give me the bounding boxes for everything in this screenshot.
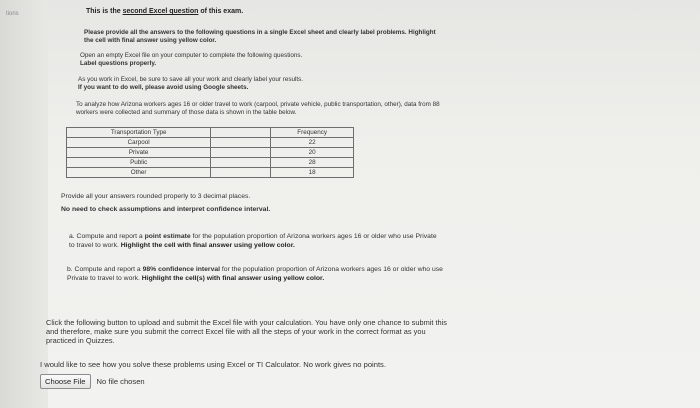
instruction-2-line-1: Open an empty Excel file on your computer to complete the following questions.: [80, 52, 303, 59]
table-cell-type: Private: [67, 148, 211, 158]
left-margin-label: tions: [6, 11, 19, 17]
question-a-bold: point estimate: [144, 233, 191, 240]
file-status-text: No file chosen: [96, 377, 145, 386]
exam-title: [86, 8, 243, 15]
frequency-table: [66, 127, 354, 178]
problem-statement: To analyze how Arizona workers ages 16 or older travel to work (carpool, private vehicle, public transportation, other), data from 88 workers were collected and summary of those data is shown in the table below.: [76, 101, 440, 116]
no-check-note: No need to check assumptions and interpret confidence interval.: [61, 206, 271, 213]
instruction-3-line-2: If you want to do well, please avoid using Google sheets.: [78, 84, 249, 91]
instruction-2: [80, 52, 380, 68]
choose-file-button[interactable]: Choose File: [40, 374, 91, 389]
instruction-3: [78, 76, 378, 92]
question-b-bold: 98% confidence interval: [142, 266, 221, 273]
table-cell-type: Other: [67, 168, 211, 178]
table-cell-gap: [211, 138, 271, 148]
title-prefix: This is the: [86, 8, 123, 15]
question-b-highlight: Highlight the cell(s) with final answer using yellow color.: [141, 274, 325, 282]
instruction-3-line-1: As you work in Excel, be sure to save all your work and clearly label your results.: [78, 76, 304, 83]
table-cell-gap: [211, 148, 271, 158]
instruction-1-text: Please provide all the answers to the following questions in a single Excel sheet and clearly label problems.: [84, 29, 409, 36]
title-underlined: second Excel question: [122, 8, 199, 15]
question-a-highlight: Highlight the cell with final answer using yellow color.: [120, 241, 295, 249]
left-margin-panel: [0, 0, 48, 408]
table-row: [67, 158, 354, 168]
upload-instructions: Click the following button to upload and submit the Excel file with your calculation. You have only one chance to submit this and therefore, make sure you submit the correct Excel file with all the steps of your work in the correct format as you practiced in Quizzes.: [46, 318, 447, 345]
question-b-suffix: for the population proportion of Arizona workers ages 16 or older who use Private to travel to work.: [67, 266, 443, 282]
frequency-table-container: [66, 127, 354, 178]
rounding-note: Provide all your answers rounded properly to 3 decimal places.: [61, 193, 251, 200]
instruction-2-line-2: Label questions properly.: [80, 60, 157, 67]
question-a: [69, 233, 444, 250]
table-cell-frequency: 20: [271, 148, 354, 158]
question-a-prefix: a. Compute and report a: [69, 233, 145, 240]
table-row: [67, 168, 354, 178]
table-header-gap: [211, 128, 271, 138]
question-b: [67, 266, 457, 283]
table-header-type: Transportation Type: [67, 128, 211, 138]
table-cell-frequency: 28: [271, 158, 354, 168]
table-cell-type: Public: [67, 158, 211, 168]
table-cell-gap: [211, 158, 271, 168]
table-header-frequency: Frequency: [271, 128, 354, 138]
table-row: [67, 148, 354, 158]
table-cell-frequency: 22: [271, 138, 354, 148]
instruction-1: [84, 29, 444, 45]
solve-instructions: I would like to see how you solve these problems using Excel or TI Calculator. No work gives no points.: [40, 360, 386, 369]
file-upload-control: [40, 374, 145, 389]
table-row: [67, 138, 354, 148]
table-cell-type: Carpool: [67, 138, 211, 148]
question-b-prefix: b. Compute and report a: [67, 266, 143, 273]
table-cell-gap: [211, 168, 271, 178]
question-a-suffix: for the population proportion of Arizona workers ages 16 or older who use Private to travel to work.: [69, 233, 437, 249]
table-cell-frequency: 18: [271, 168, 354, 178]
instruction-1-highlight: Highlight the cell with final answer using yellow color.: [84, 29, 436, 44]
title-suffix: of this exam.: [198, 8, 244, 15]
table-header-row: [67, 128, 354, 138]
